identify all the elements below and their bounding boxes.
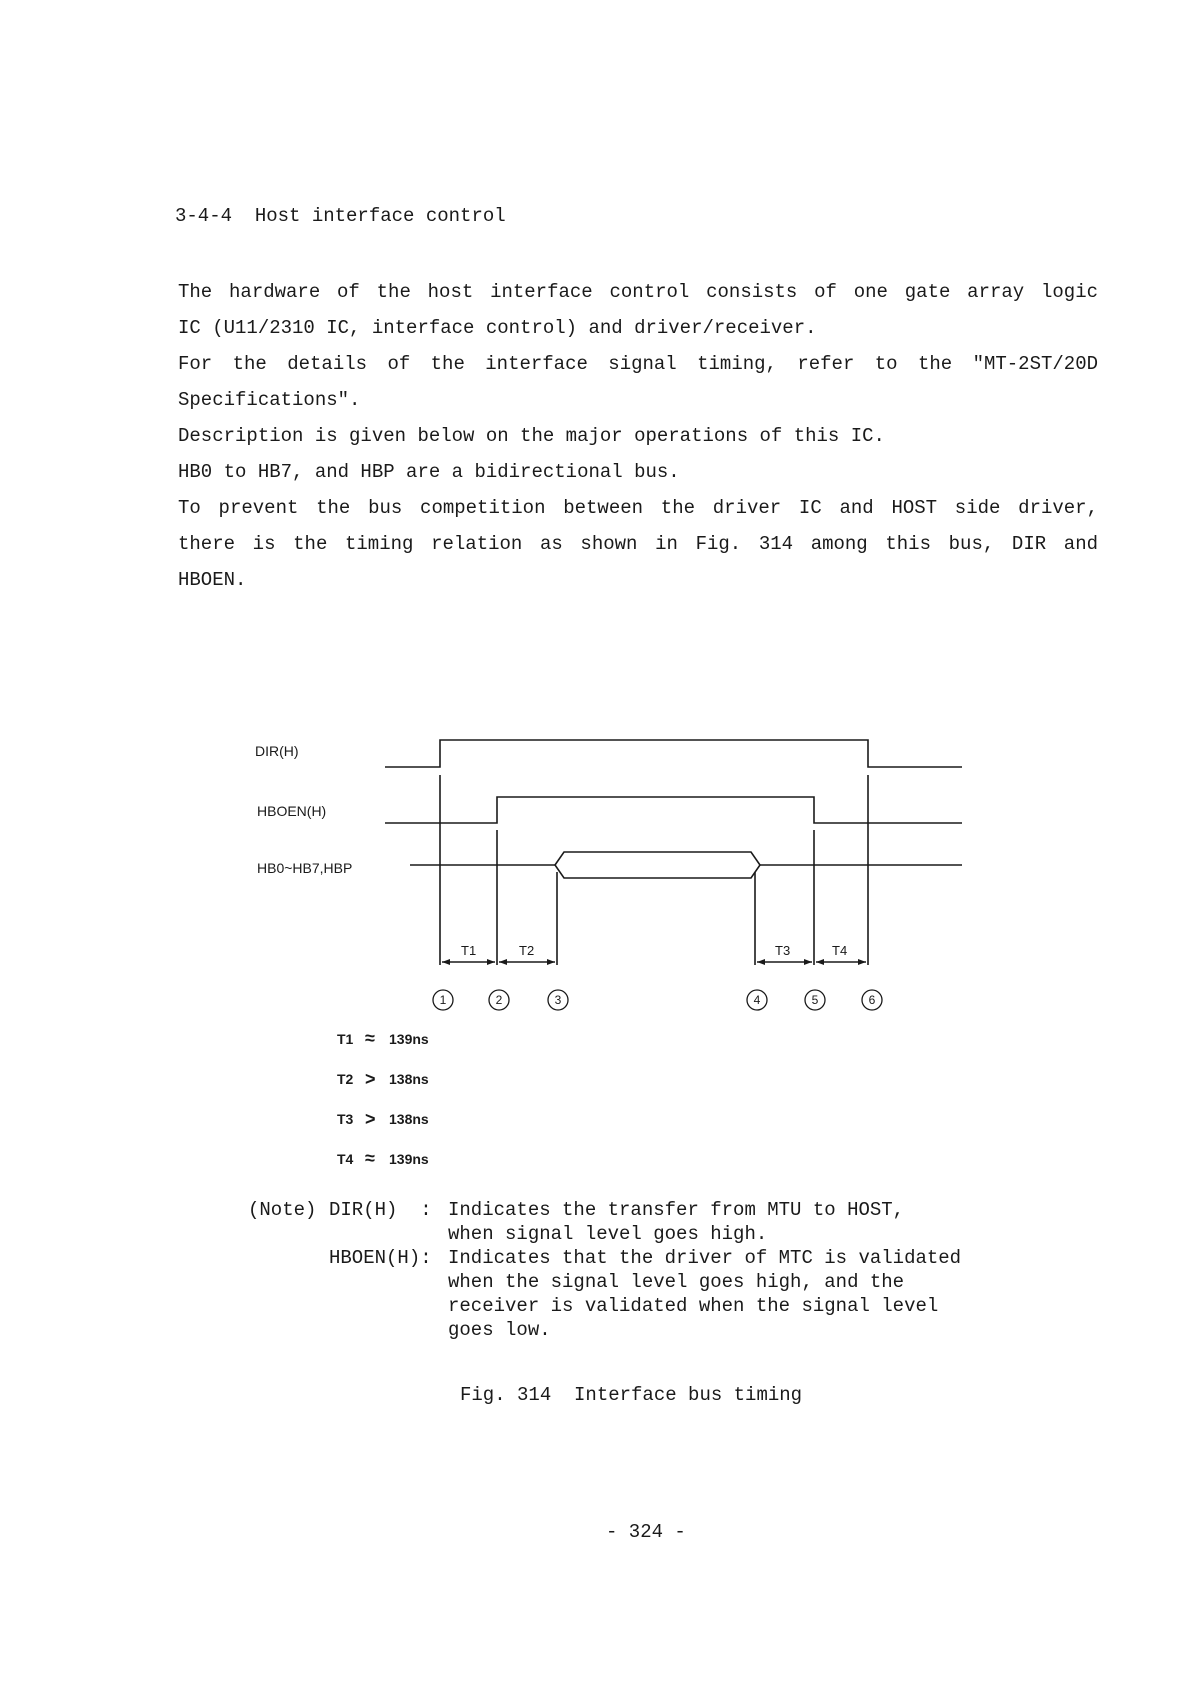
timing-value: 138ns: [389, 1071, 429, 1087]
section-heading: 3-4-4 Host interface control: [175, 205, 506, 227]
note-line: Indicates the transfer from MTU to HOST,: [448, 1199, 905, 1221]
timing-relation: ≈: [365, 1028, 375, 1048]
figure-caption: Fig. 314 Interface bus timing: [460, 1384, 803, 1406]
arrowhead: [442, 959, 450, 965]
note-label: (Note): [248, 1199, 317, 1221]
signal-label-dir: DIR(H): [255, 743, 299, 759]
body-line: IC (U11/2310 IC, interface control) and driver/receiver.: [178, 317, 817, 339]
body-line: To prevent the bus competition between the driver IC and HOST side driver,: [178, 497, 1098, 519]
body-line: there is the timing relation as shown in Fig. 314 among this bus, DIR and: [178, 533, 1098, 555]
arrowhead: [804, 959, 812, 965]
arrowhead: [816, 959, 824, 965]
interval-label-t2: T2: [519, 943, 535, 958]
point-number: 2: [495, 993, 503, 1007]
interval-label-t1: T1: [461, 943, 477, 958]
body-line: For the details of the interface signal timing, refer to the "MT-2ST/20D: [178, 353, 1098, 375]
body-line: HBOEN.: [178, 569, 247, 591]
note-line: Indicates that the driver of MTC is validated: [448, 1247, 962, 1269]
dir-waveform: [385, 740, 962, 767]
note-line: when signal level goes high.: [448, 1223, 768, 1245]
timing-relation: >: [365, 1069, 376, 1089]
hboen-waveform: [385, 797, 962, 823]
body-line: HB0 to HB7, and HBP are a bidirectional bus.: [178, 461, 680, 483]
interval-label-t3: T3: [775, 943, 791, 958]
timing-value: 139ns: [389, 1031, 429, 1047]
arrowhead: [757, 959, 765, 965]
point-number: 3: [554, 993, 562, 1007]
arrowhead: [547, 959, 555, 965]
page-number: - 324 -: [606, 1521, 686, 1543]
timing-value: 138ns: [389, 1111, 429, 1127]
point-number: 1: [439, 993, 447, 1007]
body-line: The hardware of the host interface control consists of one gate array logic: [178, 281, 1098, 303]
note-line: goes low.: [448, 1319, 551, 1341]
timing-relation: ≈: [365, 1148, 375, 1168]
note-line: when the signal level goes high, and the: [448, 1271, 905, 1293]
point-number: 5: [811, 993, 819, 1007]
signal-label-bus: HB0~HB7,HBP: [257, 860, 353, 876]
interval-label-t4: T4: [832, 943, 848, 958]
note-term: HBOEN(H):: [329, 1247, 432, 1269]
arrowhead: [487, 959, 495, 965]
bus-valid-region: [555, 852, 760, 878]
timing-name: T1: [337, 1031, 354, 1047]
arrowhead: [499, 959, 507, 965]
timing-value: 139ns: [389, 1151, 429, 1167]
signal-label-hboen: HBOEN(H): [257, 803, 327, 819]
body-line: Description is given below on the major operations of this IC.: [178, 425, 885, 447]
point-number: 6: [868, 993, 876, 1007]
note-term: DIR(H) :: [329, 1199, 432, 1221]
arrowhead: [858, 959, 866, 965]
point-number: 4: [753, 993, 761, 1007]
note-line: receiver is validated when the signal level: [448, 1295, 939, 1317]
timing-name: T4: [337, 1151, 354, 1167]
timing-name: T3: [337, 1111, 354, 1127]
body-line: Specifications".: [178, 389, 361, 411]
timing-relation: >: [365, 1109, 376, 1129]
timing-name: T2: [337, 1071, 354, 1087]
